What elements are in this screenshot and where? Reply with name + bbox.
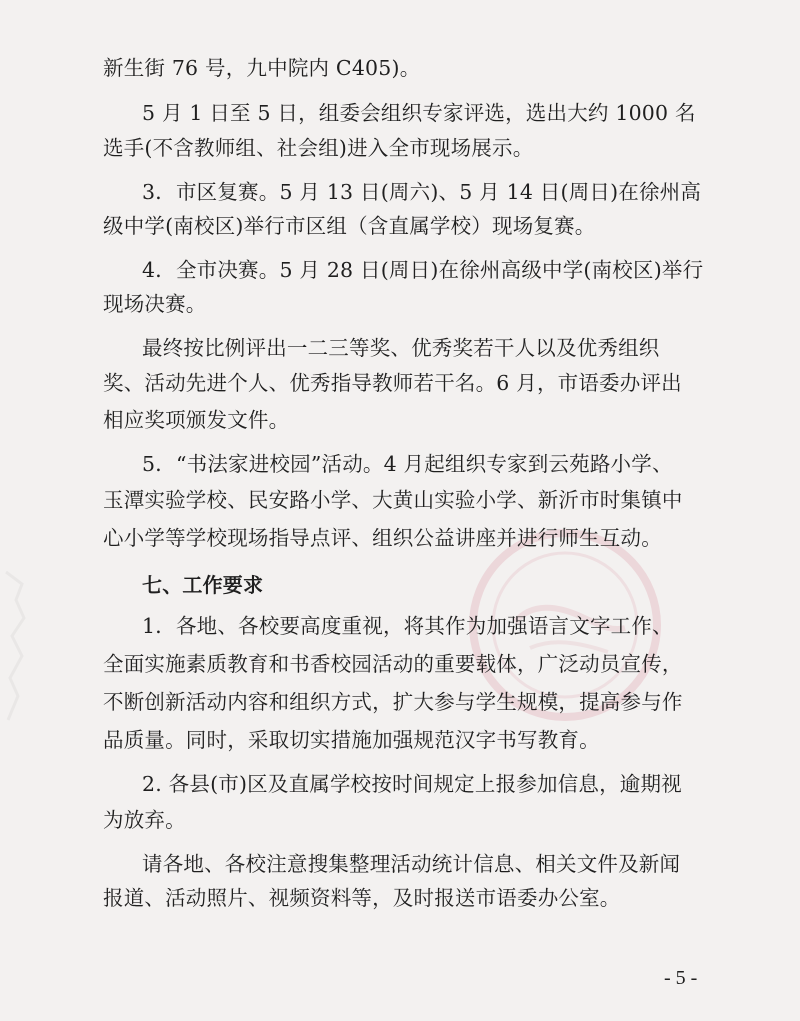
text-line-8: 最终按比例评出一二三等奖、优秀奖若干人以及优秀组织 — [142, 336, 660, 360]
text-line-13: 心小学等学校现场指导点评、组织公益讲座并进行师生互动。 — [103, 526, 662, 550]
text-line-1: 新生街 76 号，九中院内 C405)。 — [103, 56, 421, 80]
text-line-11: 5．“书法家进校园”活动。4 月起组织专家到云苑路小学、 — [142, 452, 673, 476]
text-line-3: 选手(不含教师组、社会组)进入全市现场展示。 — [103, 136, 534, 160]
text-line-17: 不断创新活动内容和组织方式，扩大参与学生规模，提高参与作 — [103, 690, 683, 714]
text-line-16: 全面实施素质教育和书香校园活动的重要载体，广泛动员宣传， — [103, 652, 683, 676]
text-line-2: 5 月 1 日至 5 日，组委会组织专家评选，选出大约 1000 名 — [142, 101, 696, 125]
page-number: - 5 - — [664, 967, 698, 989]
text-line-18: 品质量。同时，采取切实措施加强规范汉字书写教育。 — [103, 728, 600, 752]
text-line-15: 1．各地、各校要高度重视，将其作为加强语言文字工作、 — [142, 614, 673, 638]
text-line-12: 玉潭实验学校、民安路小学、大黄山实验小学、新沂市时集镇中 — [103, 488, 683, 512]
text-line-7: 现场决赛。 — [103, 292, 207, 316]
section-heading: 七、工作要求 — [142, 573, 264, 597]
text-line-5: 级中学(南校区)举行市区组（含直属学校）现场复赛。 — [103, 214, 596, 238]
text-line-9: 奖、活动先进个人、优秀指导教师若干名。6 月，市语委办评出 — [103, 371, 682, 395]
text-line-22: 报道、活动照片、视频资料等，及时报送市语委办公室。 — [103, 886, 621, 910]
text-line-20: 为放弃。 — [103, 808, 186, 832]
text-line-19: 2. 各县(市)区及直属学校按时间规定上报参加信息，逾期视 — [142, 772, 682, 796]
scan-bleed-mark — [0, 560, 40, 740]
text-line-21: 请各地、各校注意搜集整理活动统计信息、相关文件及新闻 — [142, 852, 681, 876]
text-line-6: 4．全市决赛。5 月 28 日(周日)在徐州高级中学(南校区)举行 — [142, 258, 704, 282]
text-line-10: 相应奖项颁发文件。 — [103, 408, 290, 432]
text-line-4: 3．市区复赛。5 月 13 日(周六)、5 月 14 日(周日)在徐州高 — [142, 180, 702, 204]
